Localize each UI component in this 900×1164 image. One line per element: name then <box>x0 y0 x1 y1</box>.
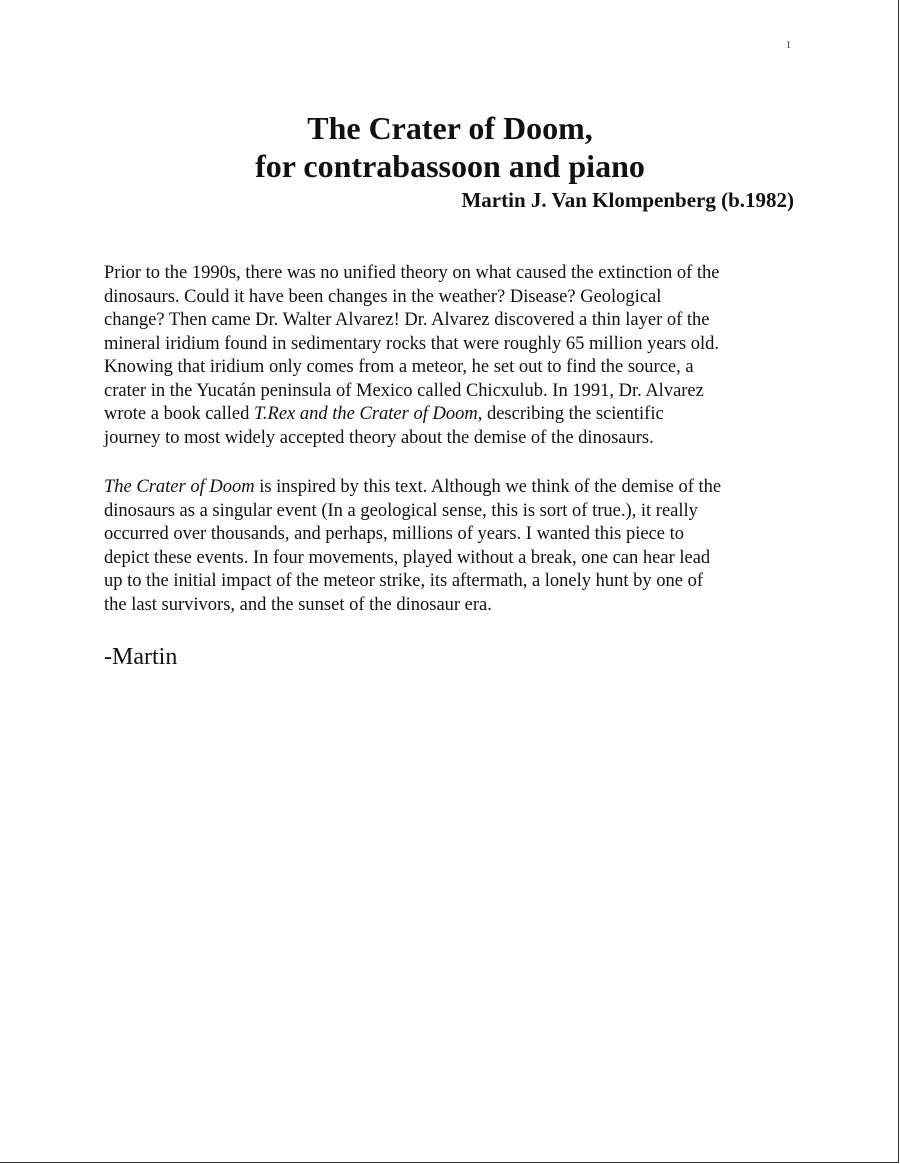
text-line: mineral iridium found in sedimentary rocks that were roughly 65 million years old. <box>104 333 719 354</box>
title-line-2: for contrabassoon and piano <box>255 148 645 184</box>
text-fragment: , describing the scientific <box>477 404 664 424</box>
title-line-1: The Crater of Doom, <box>307 110 593 146</box>
text-line: dinosaurs as a singular event (In a geological sense, this is sort of true.), it really <box>104 500 698 521</box>
text-fragment: is inspired by this text. Although we think of the demise of the <box>254 477 722 497</box>
text-line: dinosaurs. Could it have been changes in the weather? Disease? Geological <box>104 286 662 307</box>
text-line: journey to most widely accepted theory about the demise of the dinosaurs. <box>104 427 654 448</box>
paragraph-program-note <box>104 476 804 617</box>
paragraph-history <box>104 262 804 450</box>
page-number: 1 <box>786 40 791 51</box>
text-line: the last survivors, and the sunset of the dinosaur era. <box>104 594 492 615</box>
text-line: up to the initial impact of the meteor strike, its aftermath, a lonely hunt by one of <box>104 571 704 591</box>
text-line <box>104 476 804 500</box>
work-title: The Crater of Doom <box>104 477 255 497</box>
book-title: T.Rex and the Crater of Doom <box>254 404 478 424</box>
text-line: depict these events. In four movements, played without a break, one can hear lead <box>104 547 711 568</box>
text-fragment: wrote a book called <box>104 404 254 424</box>
signature: -Martin <box>104 644 178 670</box>
text-line: occurred over thousands, and perhaps, millions of years. I wanted this piece to <box>104 524 685 544</box>
text-line: Knowing that iridium only comes from a meteor, he set out to find the source, a <box>104 357 694 377</box>
text-line: change? Then came Dr. Walter Alvarez! Dr. Alvarez discovered a thin layer of the <box>104 310 710 330</box>
text-line: crater in the Yucatán peninsula of Mexico called Chicxulub. In 1991, Dr. Alvarez <box>104 380 704 401</box>
text-line <box>104 403 804 427</box>
text-line: Prior to the 1990s, there was no unified theory on what caused the extinction of the <box>104 263 720 283</box>
composer-credit: Martin J. Van Klompenberg (b.1982) <box>461 188 794 212</box>
